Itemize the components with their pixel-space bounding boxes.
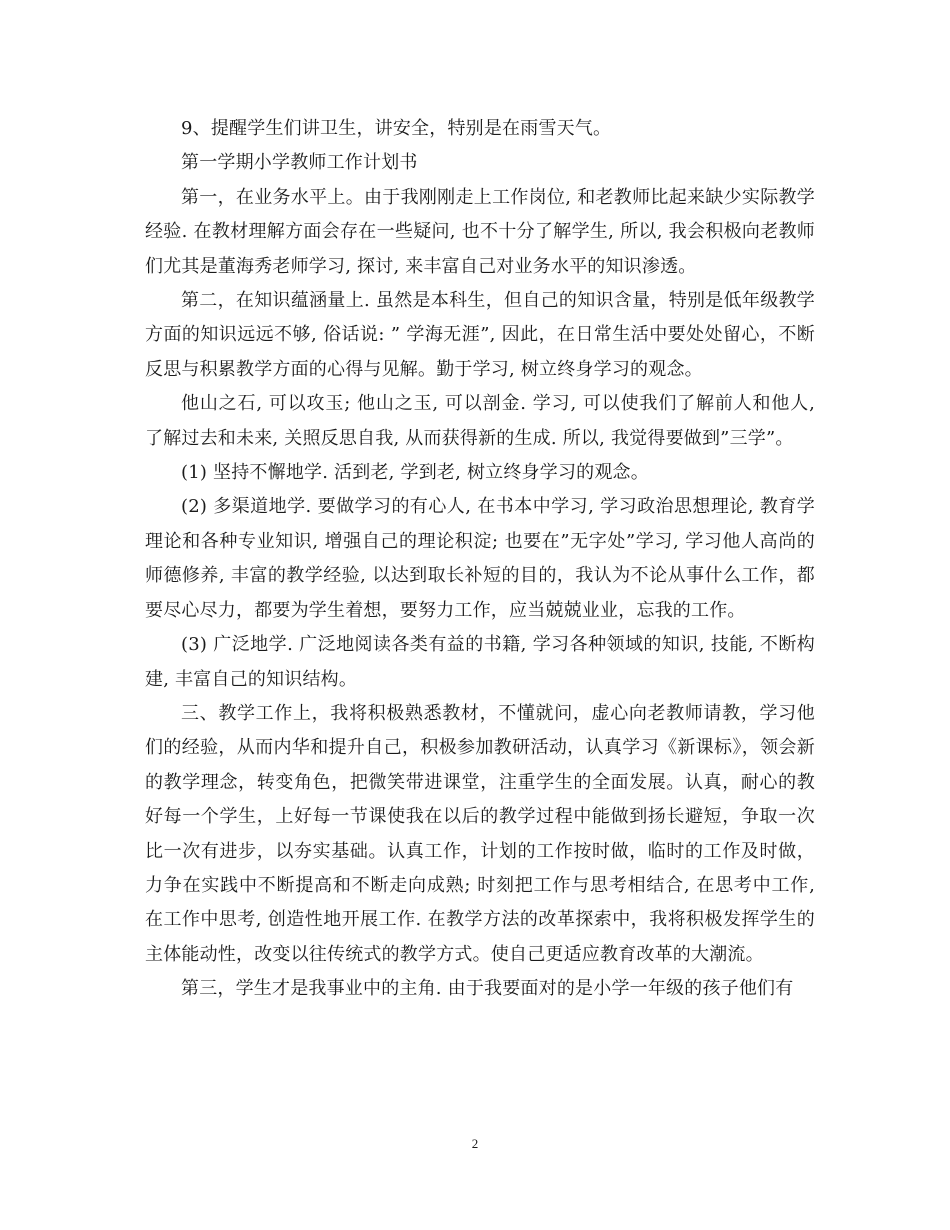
paragraph-learning-item-3: (3) 广泛地学. 广泛地阅读各类有益的书籍, 学习各种领域的知识, 技能, 不断构建, 丰富自己的知识结构。 <box>145 634 815 690</box>
section-title: 第一学期小学教师工作计划书 <box>181 152 418 174</box>
paragraph-first-business-level: 第一，在业务水平上。由于我刚刚走上工作岗位, 和老教师比起来缺少实际教学经验. 在教材理解方面会存在一些疑问, 也不十分了解学生, 所以, 我会积极向老教师们尤其是董海秀老师学习, 探讨, 来丰富自己对业务水平的知识渗透。 <box>145 186 815 277</box>
paragraph-learning-item-2: (2) 多渠道地学. 要做学习的有心人, 在书本中学习, 学习政治思想理论, 教育学理论和各种专业知识, 增强自己的理论积淀; 也要在”无字处”学习, 学习他人高尚的师德修养, 丰富的教学经验, 以达到取长补短的目的，我认为不论从事什么工作，都要尽心尽力，都要为学生着想，要努力工作，应当兢兢业业，忘我的工作。 <box>145 496 815 621</box>
paragraph-hygiene-reminder: 9、提醒学生们讲卫生，讲安全，特别是在雨雪天气。 <box>181 118 612 139</box>
paragraph-third-students: 第三，学生才是我事业中的主角. 由于我要面对的是小学一年级的孩子他们有 <box>181 978 794 1000</box>
paragraph-three-learnings-intro: 他山之石, 可以攻玉; 他山之玉, 可以剖金. 学习, 可以使我们了解前人和他人, 了解过去和未来, 关照反思自我, 从而获得新的生成. 所以, 我觉得要做到”三学”。 <box>145 393 815 449</box>
paragraph-teaching-work: 三、教学工作上，我将积极熟悉教材，不懂就问，虚心向老教师请教，学习他们的经验，从而内华和提升自己，积极参加教研活动，认真学习《新课标》，领会新的教学理念，转变角色，把微笑带进课堂，注重学生的全面发展。认真，耐心的教好每一个学生，上好每一节课使我在以后的教学过程中能做到扬长避短，争取一次比一次有进步，以夯实基础。认真工作，计划的工作按时做，临时的工作及时做，力争在实践中不断提高和不断走向成熟; 时刻把工作与思考相结合, 在思考中工作, 在工作中思考, 创造性地开展工作. 在教学方法的改革探索中，我将积极发挥学生的主体能动性，改变以往传统式的教学方式。使自己更适应教育改革的大潮流。 <box>145 702 815 965</box>
paragraph-second-knowledge: 第二，在知识蕴涵量上. 虽然是本科生，但自己的知识含量，特别是低年级教学方面的知识远远不够, 俗话说: ” 学海无涯”, 因此，在日常生活中要处处留心，不断反思与积累教学方面的心得与见解。勤于学习, 树立终身学习的观念。 <box>145 290 815 380</box>
document-body <box>145 112 815 1007</box>
paragraph-learning-item-1: (1) 坚持不懈地学. 活到老, 学到老, 树立终身学习的观念。 <box>181 462 649 484</box>
page-number: 2 <box>471 1136 479 1151</box>
